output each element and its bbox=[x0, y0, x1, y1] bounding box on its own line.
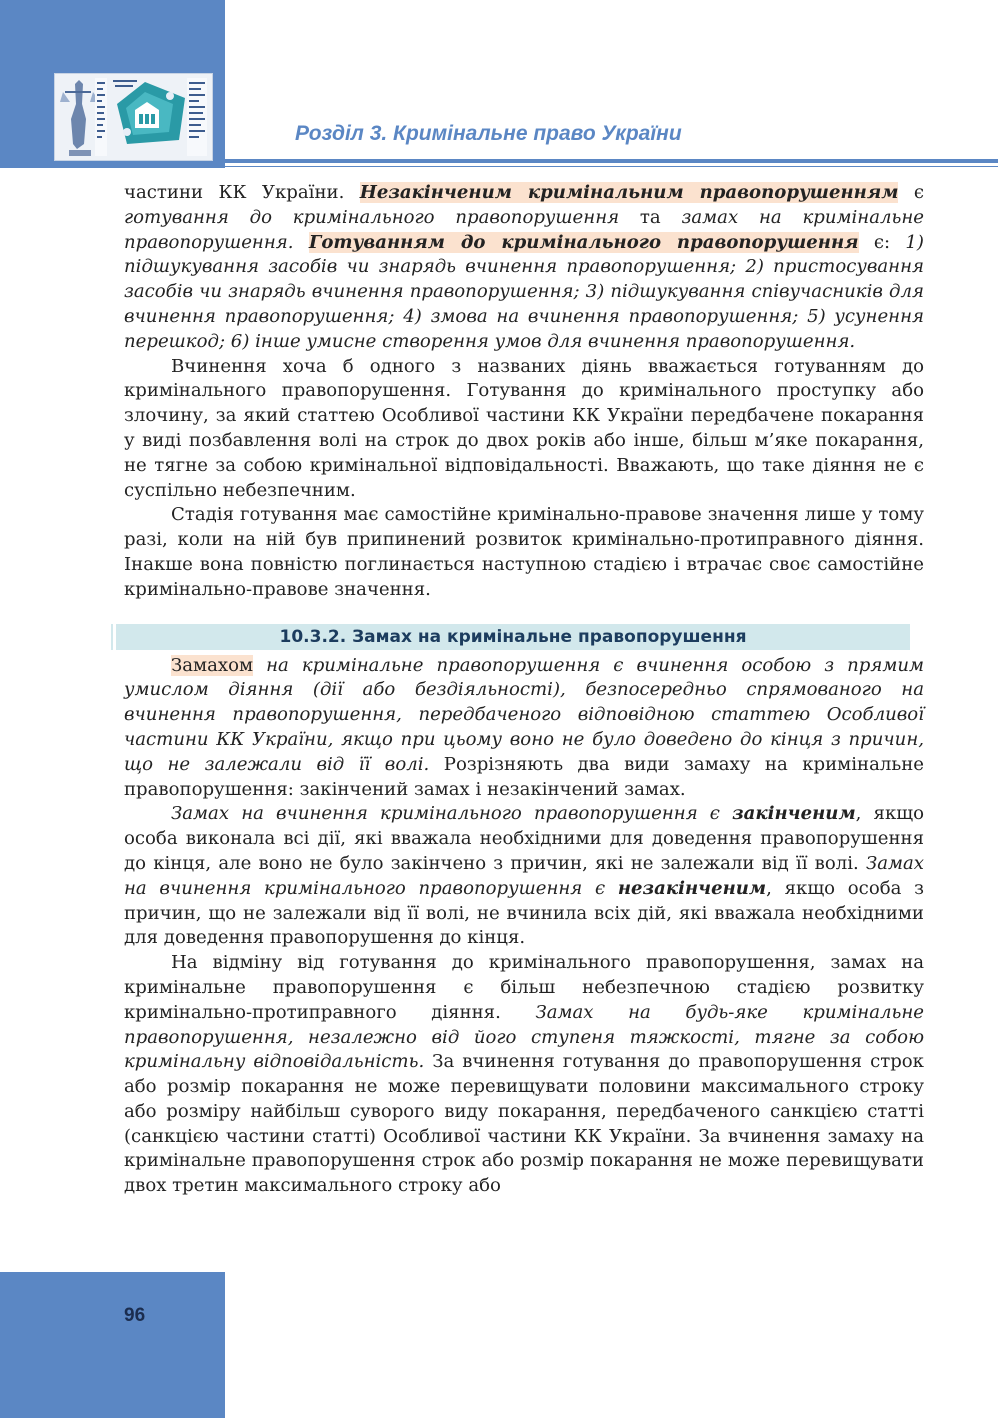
page-number: 96 bbox=[124, 1305, 146, 1326]
chapter-title: Розділ 3. Кримінальне право України bbox=[295, 122, 682, 145]
italic-span: Замах на вчинення кримінального правопорушення є bbox=[124, 852, 924, 899]
text-span: На відміну від готування до кримінального правопорушення, замах на кримінальне правопорушення є більш небезпечною стадією розвитку кримінально-протиправного діяння. bbox=[124, 952, 924, 1023]
text-span: , якщо особа з причин, що не залежали від її волі, не вчинила всіх дій, які вважала необхідними для доведення правопорушення до кінця. bbox=[124, 877, 924, 949]
header-rule bbox=[225, 159, 998, 163]
text-span: За вчинення готування до правопорушення строк або розмір покарання не може перевищувати половини максимального строку або розміру найбільш суворого виду покарання, передбаченого санкцією статті (санкцією частини статті) Особливої частини КК України. За вчинення замаху на кримінальне правопорушення строк або розмір покарання не може перевищувати двох третин максимального строку або bbox=[124, 1051, 924, 1197]
italic-span: Замах на вчинення кримінального правопорушення є bbox=[171, 803, 733, 825]
text-span: частини КК України. bbox=[124, 182, 360, 203]
text-span bbox=[294, 232, 309, 253]
text-span: та bbox=[619, 206, 682, 228]
chapter-logo-image bbox=[54, 73, 213, 161]
paragraph-3: Стадія готування має самостійне кримінально-правове значення лише у тому разі, коли на ній був припинений розвиток кримінально-протиправного діяння. Інакше вона повністю поглинається наступною стадією і втрачає своє самостійне кримінально-правове значення. bbox=[124, 504, 924, 600]
italic-span: замах на кримінальне правопорушення. bbox=[124, 206, 924, 253]
italic-span: на кримінальне правопорушення є вчинення особою з прямим умислом діяння (дії або бездіяльності), безпосередньо спрямованого на вчинення правопорушення, передбаченого відповідною статтею Особливої частини КК України, якщо при цьому воно не було доведено до кінця з причин, що не залежали від її волі. bbox=[124, 654, 924, 775]
text-span: , якщо особа виконала всі дії, які вважала необхідними для доведення правопорушення до кінця, але воно не було закінчено з причин, які не залежали від її волі. bbox=[124, 803, 924, 874]
italic-span: Замах на будь-яке кримінальне правопорушення, незалежно від його ступеня тяжкості, тягне за собою кримінальну відповідальність. bbox=[124, 1001, 925, 1073]
italic-span: 1) підшукування засобів чи знарядь вчинення правопорушення; 2) пристосування засобів чи знарядь вчинення правопорушення; 3) підшукування співучасників для вчинення правопорушення; 4) змова на вчинення правопорушення; 5) усунення перешкод; 6) інше умисне створення умов для вчинення правопорушення. bbox=[124, 231, 924, 352]
header-rule-thin bbox=[225, 166, 998, 167]
bold-term: закінченим bbox=[732, 803, 856, 825]
section-heading: 10.3.2. Замах на кримінальне правопорушення bbox=[279, 626, 747, 647]
paragraph-4 bbox=[124, 654, 924, 803]
text-span: є bbox=[898, 182, 925, 203]
text-span: Розрізняють два види замаху на кримінальне правопорушення: закінчений замах і незакінчений замах. bbox=[124, 753, 924, 800]
section-heading-band bbox=[116, 624, 910, 650]
highlighted-term: Незакінченим кримінальним правопорушенням bbox=[359, 182, 899, 203]
highlighted-term: Замахом bbox=[171, 654, 254, 676]
sidebar-bottom-band bbox=[0, 1272, 225, 1418]
highlighted-term: Готуванням до кримінального правопорушення bbox=[308, 231, 859, 253]
bold-term: незакінченим bbox=[617, 877, 767, 899]
paragraph-1 bbox=[124, 181, 924, 355]
page-content bbox=[124, 181, 924, 1199]
paragraph-2: Вчинення хоча б одного з названих діянь вважається готуванням до кримінального правопорушення. Готування до кримінального проступку або злочину, за який статтею Особливої частини КК України передбачене покарання у виді позбавлення волі на строк до двох років або інше, більш м’яке покарання, не тягне за собою кримінальної відповідальності. Вважають, що таке діяння не є суспільно небезпечним. bbox=[124, 355, 924, 501]
paragraph-5 bbox=[124, 802, 924, 951]
paragraph-6 bbox=[124, 951, 924, 1199]
text-span: є: bbox=[858, 231, 906, 253]
italic-span: готування до кримінального правопорушення bbox=[124, 206, 620, 228]
